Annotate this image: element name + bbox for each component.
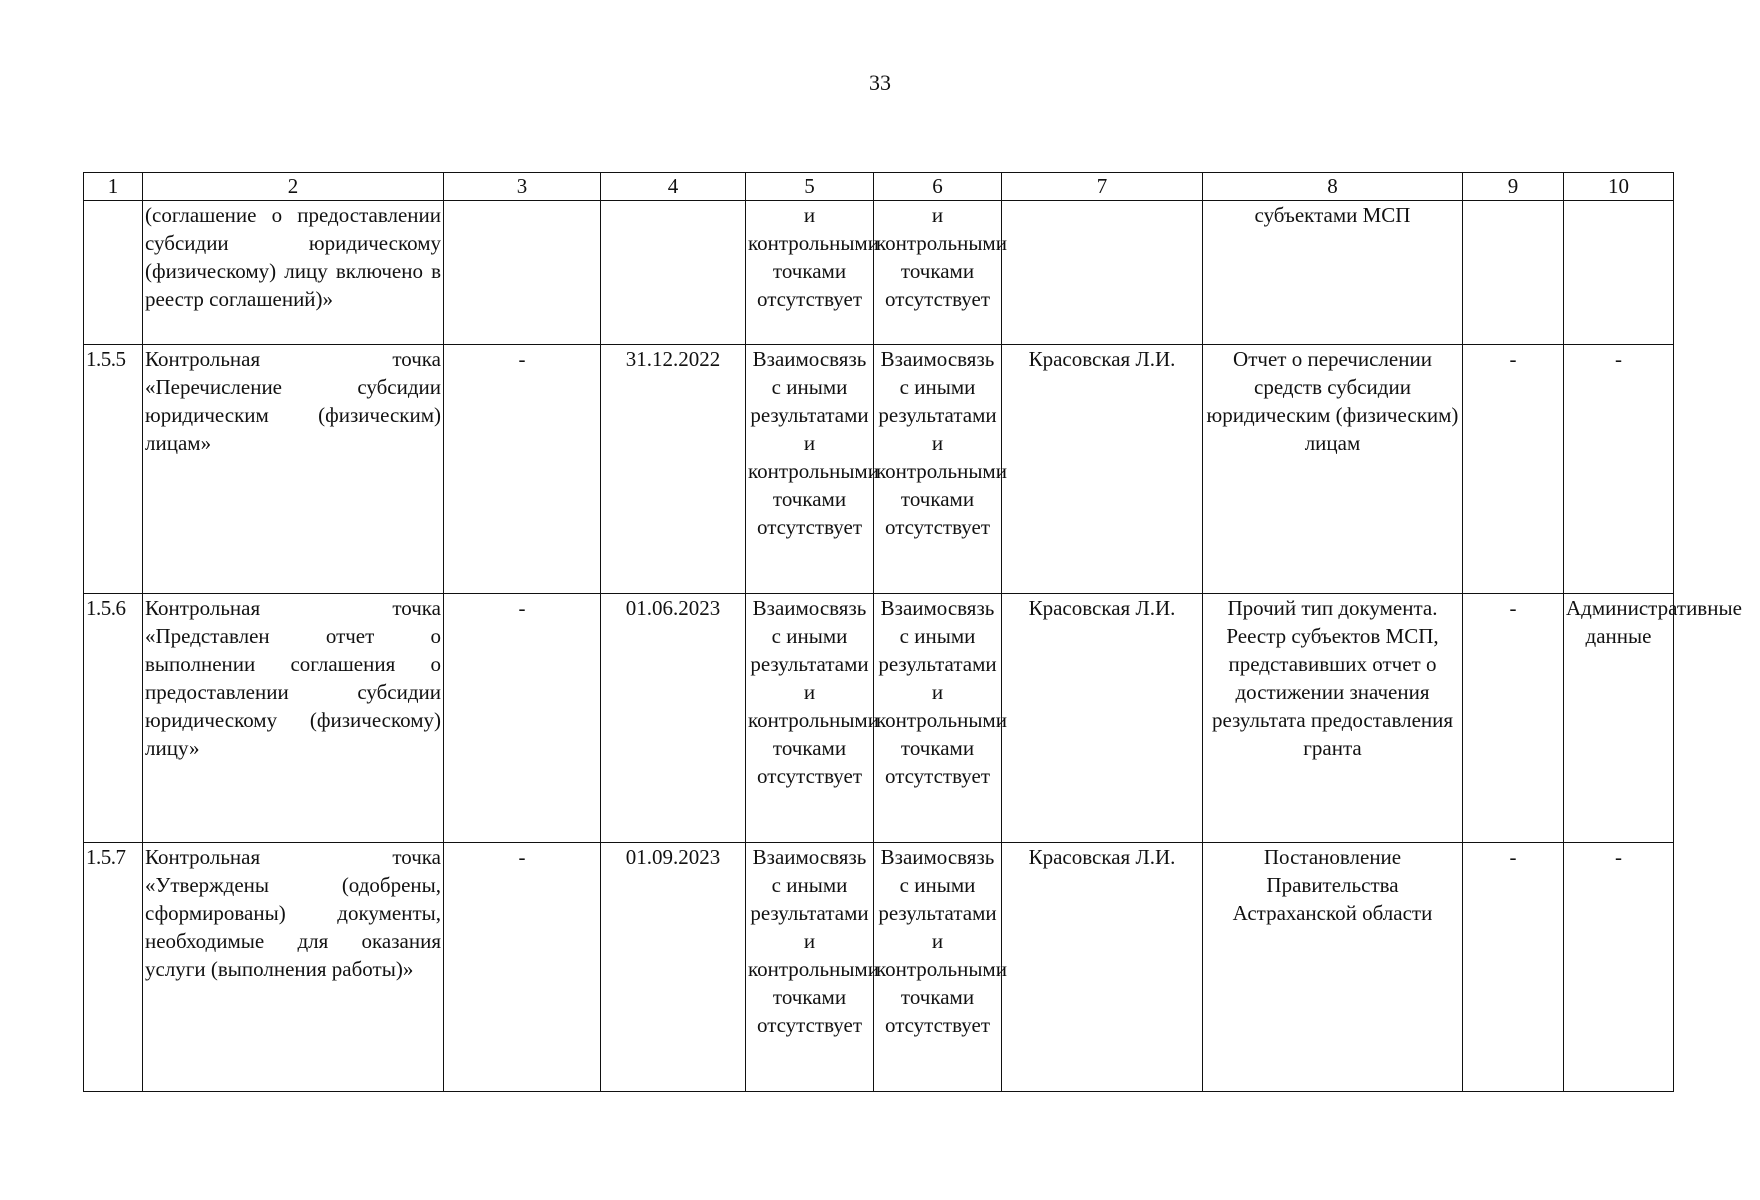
control-points-table	[83, 172, 1742, 1092]
cell-col9	[1463, 201, 1564, 345]
information-system: Административные данные	[1564, 594, 1674, 843]
column-header: 4	[601, 173, 746, 201]
table-row	[84, 843, 1674, 1092]
confirming-document: Прочий тип документа. Реестр субъектов МСП, представивших отчет о достижении значения результата предоставления гранта	[1203, 594, 1463, 843]
confirming-document: Отчет о перечислении средств субсидии юридическим (физическим) лицам	[1203, 345, 1463, 594]
column-header: 7	[1002, 173, 1203, 201]
due-date: 01.06.2023	[601, 594, 746, 843]
relation-predecessors: Взаимосвязь с иными результатами и контрольными точками отсутствует	[746, 594, 874, 843]
relation-successors: Взаимосвязь с иными результатами и контрольными точками отсутствует	[874, 843, 1002, 1092]
column-header: 3	[444, 173, 601, 201]
cell-col3: -	[444, 345, 601, 594]
responsible-person: Красовская Л.И.	[1002, 843, 1203, 1092]
row-number: 1.5.7	[84, 843, 143, 1092]
cell-col3	[444, 201, 601, 345]
table-row	[84, 594, 1674, 843]
information-system: -	[1564, 345, 1674, 594]
relation-successors: Взаимосвязь с иными результатами и контрольными точками отсутствует	[874, 345, 1002, 594]
row-number: 1.5.6	[84, 594, 143, 843]
relation-predecessors: Взаимосвязь с иными результатами и контрольными точками отсутствует	[746, 843, 874, 1092]
row-number	[84, 201, 143, 345]
column-header: 6	[874, 173, 1002, 201]
relation-successors: Взаимосвязь с иными результатами и контрольными точками отсутствует	[874, 594, 1002, 843]
table-row	[84, 345, 1674, 594]
cell-col9: -	[1463, 843, 1564, 1092]
cell-col9: -	[1463, 345, 1564, 594]
cell-col3: -	[444, 843, 601, 1092]
control-point-name: (соглашение о предоставлении субсидии юридическому (физическому) лицу включено в реестр соглашений)»	[143, 201, 444, 345]
cell-col3: -	[444, 594, 601, 843]
control-point-name: Контрольная точка «Перечисление субсидии юридическим (физическим) лицам»	[143, 345, 444, 594]
information-system: -	[1564, 843, 1674, 1092]
column-header: 9	[1463, 173, 1564, 201]
column-header: 10	[1564, 173, 1674, 201]
control-point-name: Контрольная точка «Утверждены (одобрены, сформированы) документы, необходимые для оказания услуги (выполнения работы)»	[143, 843, 444, 1092]
column-header: 2	[143, 173, 444, 201]
row-number: 1.5.5	[84, 345, 143, 594]
relation-predecessors: Взаимосвязь с иными результатами и контрольными точками отсутствует	[746, 345, 874, 594]
relation-successors: и контрольными точками отсутствует	[874, 201, 1002, 345]
responsible-person: Красовская Л.И.	[1002, 594, 1203, 843]
relation-predecessors: и контрольными точками отсутствует	[746, 201, 874, 345]
responsible-person: Красовская Л.И.	[1002, 345, 1203, 594]
table-header-row	[84, 173, 1674, 201]
confirming-document: субъектами МСП	[1203, 201, 1463, 345]
confirming-document: Постановление Правительства Астраханской области	[1203, 843, 1463, 1092]
due-date: 01.09.2023	[601, 843, 746, 1092]
due-date: 31.12.2022	[601, 345, 746, 594]
page-number: 33	[869, 70, 891, 95]
control-point-name: Контрольная точка «Представлен отчет о выполнении соглашения о предоставлении субсидии юридическому (физическому) лицу»	[143, 594, 444, 843]
due-date	[601, 201, 746, 345]
responsible-person	[1002, 201, 1203, 345]
information-system	[1564, 201, 1674, 345]
column-header: 8	[1203, 173, 1463, 201]
column-header: 5	[746, 173, 874, 201]
column-header: 1	[84, 173, 143, 201]
table-row	[84, 201, 1674, 345]
cell-col9: -	[1463, 594, 1564, 843]
